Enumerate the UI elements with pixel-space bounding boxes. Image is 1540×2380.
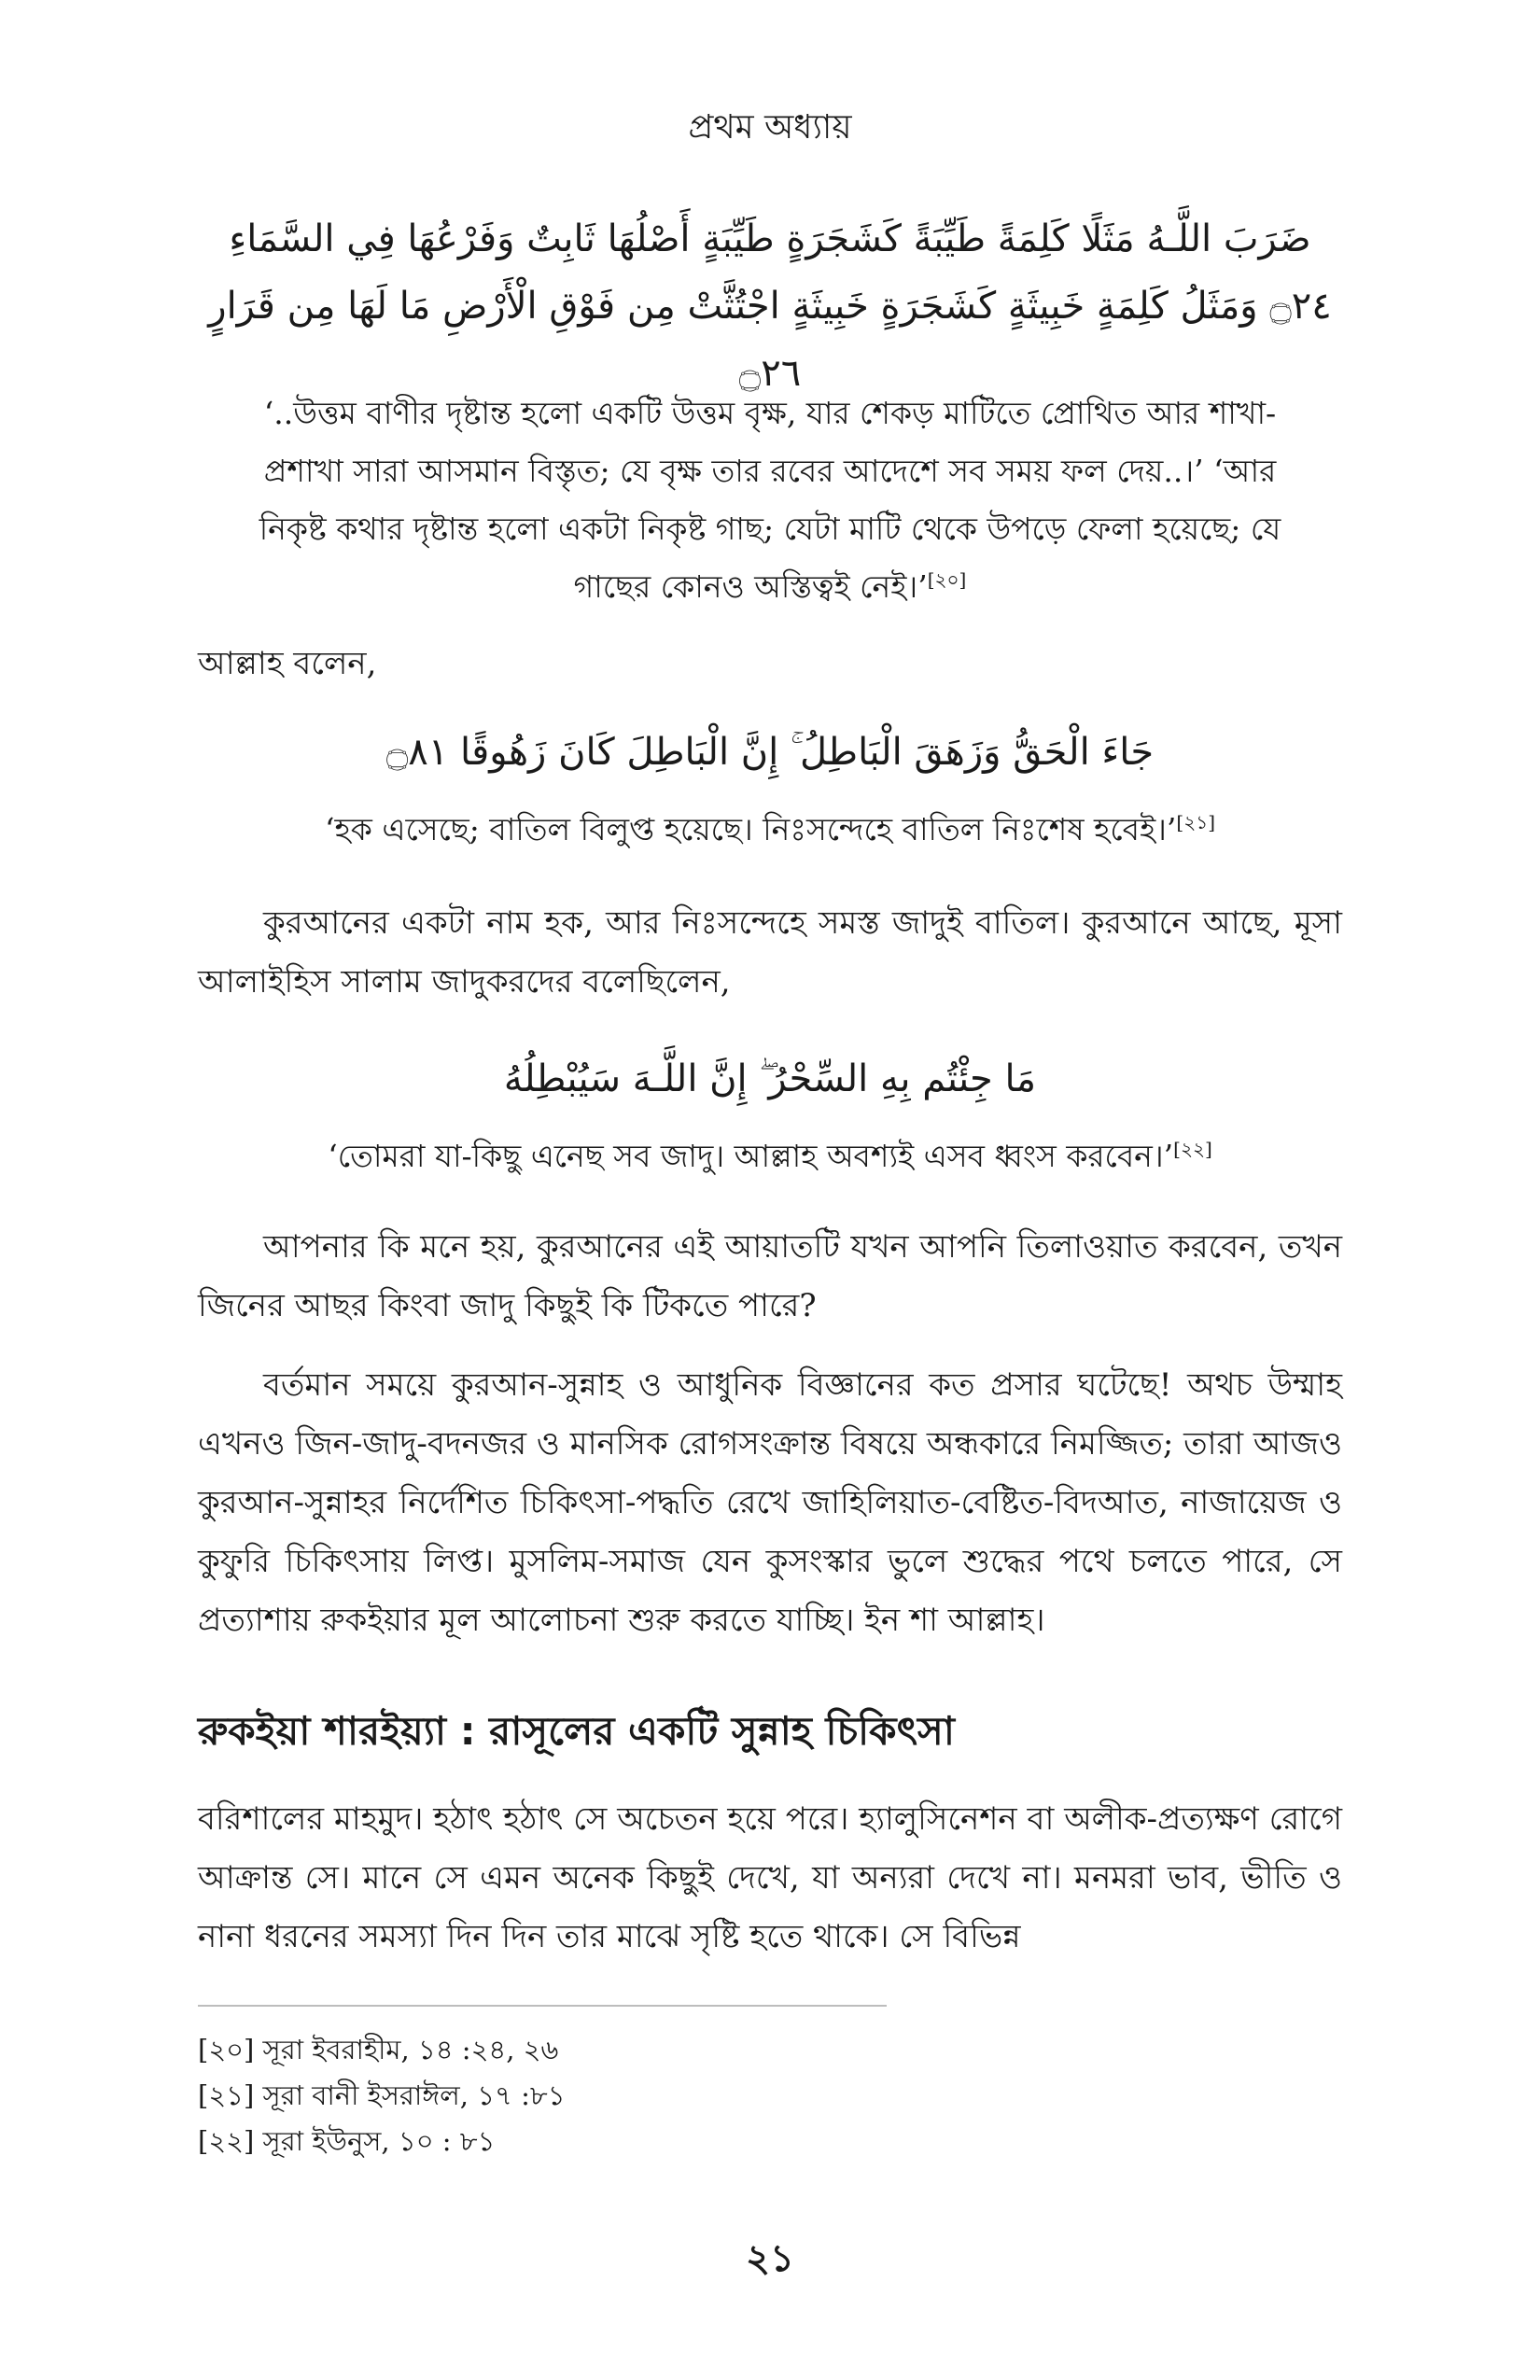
paragraph-1: কুরআনের একটা নাম হক, আর নিঃসন্দেহে সমস্ত জাদুই বাতিল। কুরআনে আছে, মূসা আলাইহিস সালাম জাদুকরদের বলেছিলেন, bbox=[198, 904, 1342, 1001]
footnote-21: [২১] সূরা বানী ইসরাঈল, ১৭ :৮১ bbox=[198, 2079, 566, 2111]
allah-says-line: আল্লাহ বলেন, bbox=[198, 645, 377, 682]
arabic-verse-2: جَاءَ الْحَقُّ وَزَهَقَ الْبَاطِلُ ۚ إِنَّ الْبَاطِلَ كَانَ زَهُوقًا ۝٨١ bbox=[385, 731, 1155, 774]
running-head: প্রথম অধ্যায় bbox=[688, 108, 852, 147]
footnotes bbox=[198, 2027, 1038, 2164]
page-number: ২১ bbox=[746, 2236, 794, 2280]
paragraph-3: বর্তমান সময়ে কুরআন-সুন্নাহ ও আধুনিক বিজ্ঞানের কত প্রসার ঘটেছে! অথচ উম্মাহ এখনও জিন-জাদু-বদনজর ও মানসিক রোগসংক্রান্ত বিষয়ে অন্ধকারে নিমজ্জিত; তারা আজও কুরআন-সুন্নাহর নির্দেশিত চিকিৎসা-পদ্ধতি রেখে জাহিলিয়াত-বেষ্টিত-বিদআত, নাজায়েজ ও কুফুরি চিকিৎসায় লিপ্ত। মুসলিম-সমাজ যেন কুসংস্কার ভুলে শুদ্ধের পথে চলতে পারে, সে প্রত্যাশায় রুকইয়ার মূল আলোচনা শুরু করতে যাচ্ছি। ইন শা আল্লাহ। bbox=[198, 1366, 1342, 1639]
footnote-ref-21: [২১] bbox=[1176, 811, 1216, 833]
arabic-verse-1-line-1: ضَرَبَ اللَّـهُ مَثَلًا كَلِمَةً طَيِّبَةً كَشَجَرَةٍ طَيِّبَةٍ أَصْلُهَا ثَابِتٌ وَفَرْعُهَا فِي السَّمَاءِ bbox=[229, 217, 1311, 260]
footnote-ref-20: [২০] bbox=[927, 568, 967, 591]
arabic-verse-1 bbox=[187, 205, 1353, 407]
arabic-verse-3: مَا جِئْتُم بِهِ السِّحْرُ ۖ إِنَّ اللَّـهَ سَيُبْطِلُهُ bbox=[503, 1057, 1037, 1100]
section-heading: রুকইয়া শারইয়্যা : রাসূলের একটি সুন্নাহ চিকিৎসা bbox=[198, 1708, 955, 1754]
quote-1-text: ‘..উত্তম বাণীর দৃষ্টান্ত হলো একটি উত্তম বৃক্ষ, যার শেকড় মাটিতে প্রোথিত আর শাখা-প্রশাখা সারা আসমান বিস্তৃত; যে বৃক্ষ তার রবের আদেশে সব সময় ফল দেয়..।’ ‘আর নিকৃষ্ট কথার দৃষ্টান্ত হলো একটা নিকৃষ্ট গাছ; যেটা মাটি থেকে উপড়ে ফেলা হয়েছে; যে গাছের কোনও অস্তিত্বই নেই।’ bbox=[259, 395, 1281, 605]
arabic-verse-1-line-2: ۝٢٤ وَمَثَلُ كَلِمَةٍ خَبِيثَةٍ كَشَجَرَةٍ خَبِيثَةٍ اجْتُثَّتْ مِن فَوْقِ الْأَرْضِ مَا لَهَا مِن قَرَارٍ ۝٢٦ bbox=[208, 285, 1332, 395]
footnote-20: [২০] সূরা ইবরাহীম, ১৪ :২৪, ২৬ bbox=[198, 2034, 559, 2065]
footnote-ref-22: [২২] bbox=[1173, 1138, 1212, 1160]
paragraph-2: আপনার কি মনে হয়, কুরআনের এই আয়াতটি যখন আপনি তিলাওয়াত করবেন, তখন জিনের আছর কিংবা জাদু কিছুই কি টিকতে পারে? bbox=[198, 1228, 1342, 1324]
footnote-22: [২২] সূরা ইউনুস, ১০ : ৮১ bbox=[198, 2125, 496, 2157]
footnote-divider bbox=[198, 2005, 887, 2007]
paragraph-4: বরিশালের মাহমুদ। হঠাৎ হঠাৎ সে অচেতন হয়ে পরে। হ্যালুসিনেশন বা অলীক-প্রত্যক্ষণ রোগে আক্রান্ত সে। মানে সে এমন অনেক কিছুই দেখে, যা অন্যরা দেখে না। মনমরা ভাব, ভীতি ও নানা ধরনের সমস্যা দিন দিন তার মাঝে সৃষ্টি হতে থাকে। সে বিভিন্ন bbox=[198, 1800, 1342, 1955]
translation-quote-1 bbox=[252, 385, 1288, 616]
translation-quote-2 bbox=[252, 801, 1288, 859]
quote-2-text: ‘হক এসেছে; বাতিল বিলুপ্ত হয়েছে। নিঃসন্দেহে বাতিল নিঃশেষ হবেই।’ bbox=[324, 811, 1177, 847]
quote-3-text: ‘তোমরা যা-কিছু এনেছ সব জাদু। আল্লাহ অবশ্যই এসব ধ্বংস করবেন।’ bbox=[328, 1138, 1174, 1174]
translation-quote-3 bbox=[252, 1127, 1288, 1185]
